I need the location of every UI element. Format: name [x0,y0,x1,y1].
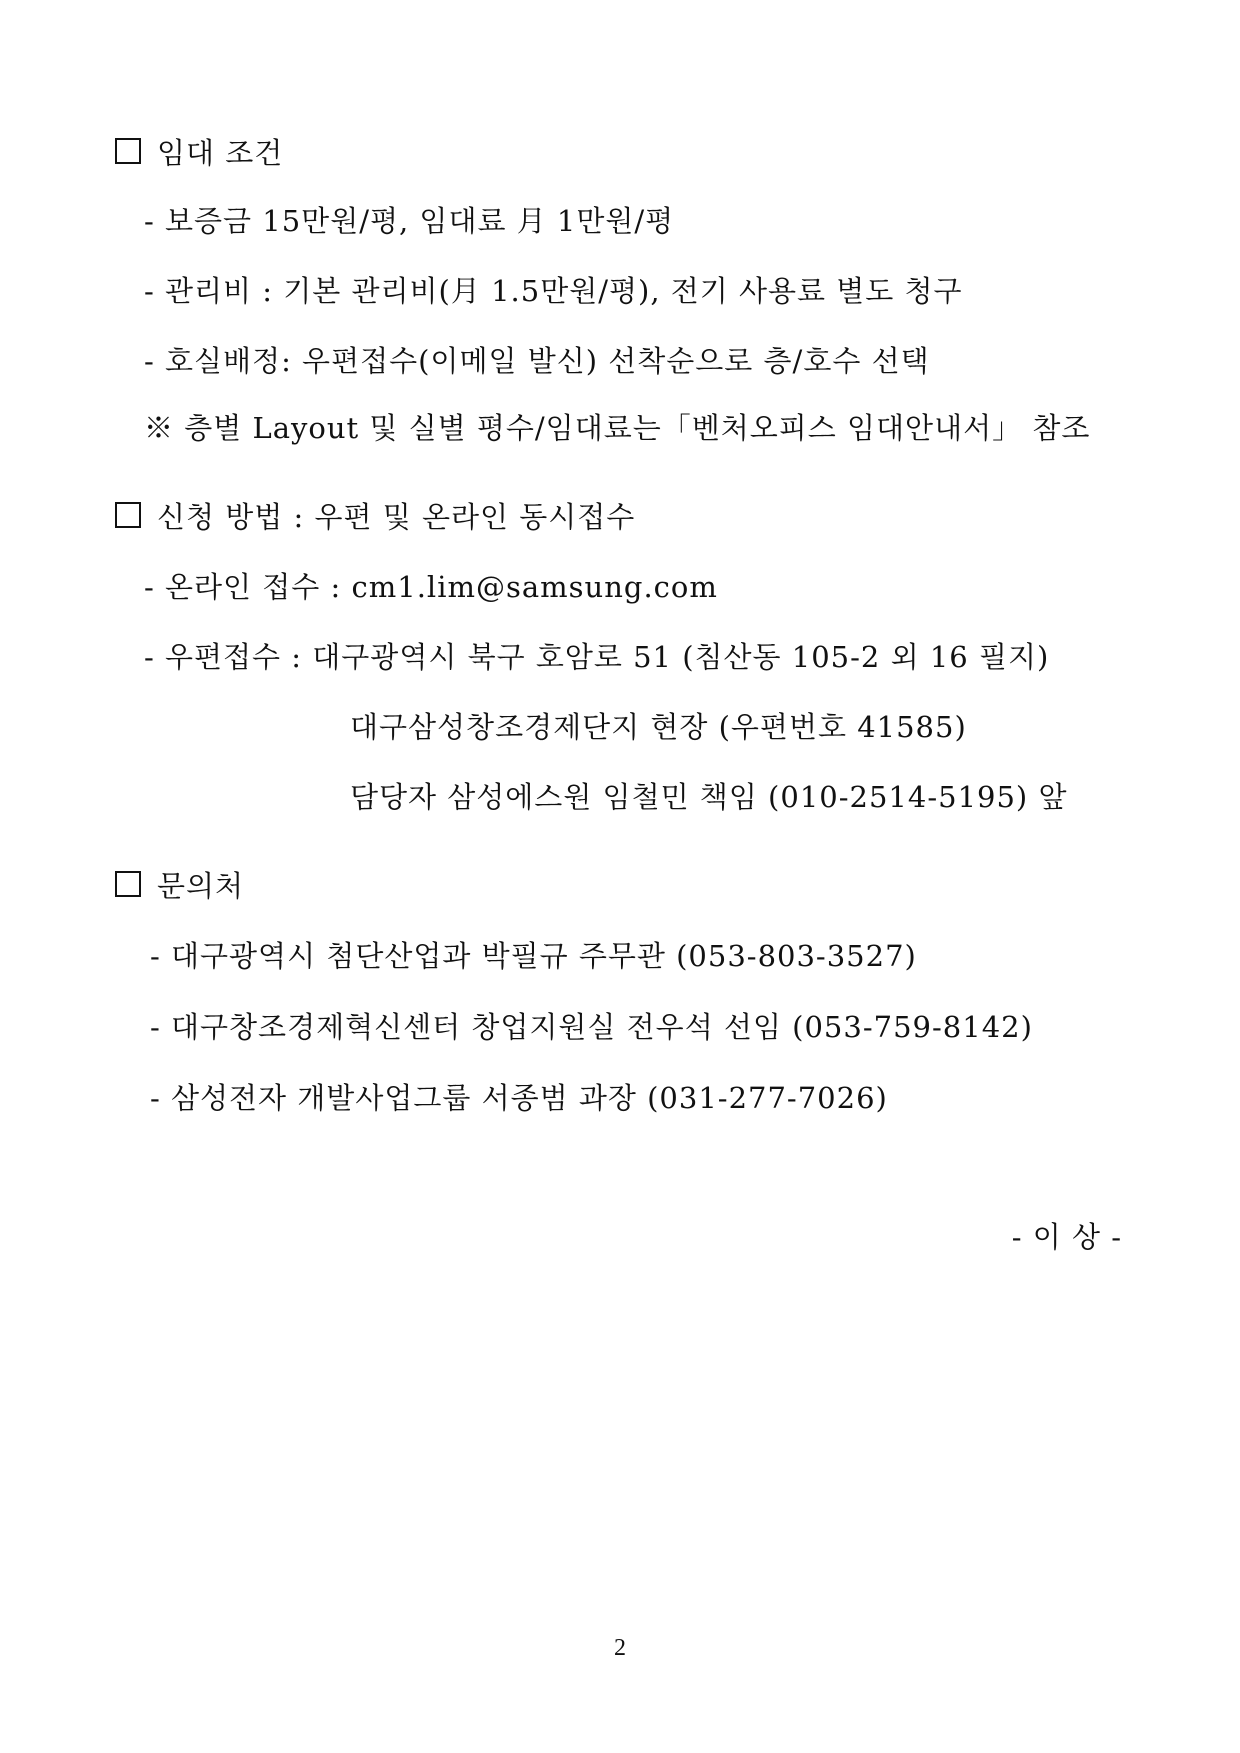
lease-term-deposit: - 보증금 15만원/평, 임대료 月 1만원/평 [144,204,675,238]
lease-term-room-assignment: - 호실배정: 우편접수(이메일 발신) 선착순으로 층/호수 선택 [144,344,930,378]
lease-term-management-fee: - 관리비 : 기본 관리비(月 1.5만원/평), 전기 사용료 별도 청구 [144,274,963,308]
section-heading-lease-terms [115,133,283,173]
checkbox-square-icon [115,138,141,164]
contact-item: - 대구창조경제혁신센터 창업지원실 전우석 선임 (053-759-8142) [150,1010,1033,1044]
section-heading-contacts [115,866,244,906]
checkbox-square-icon [115,502,141,528]
section-heading-application [115,497,635,537]
contact-item: - 대구광역시 첨단산업과 박필규 주무관 (053-803-3527) [150,939,917,973]
application-online: - 온라인 접수 : cm1.lim@samsung.com [144,570,718,604]
closing-mark: - 이 상 - [1011,1220,1122,1254]
section-title: 문의처 [157,869,245,903]
section-title: 신청 방법 : 우편 및 온라인 동시접수 [157,500,636,534]
checkbox-square-icon [115,871,141,897]
application-postal-recipient: 대구삼성창조경제단지 현장 (우편번호 41585) [350,710,967,744]
application-postal-contact: 담당자 삼성에스원 임철민 책임 (010-2514-5195) 앞 [350,780,1068,814]
page-number: 2 [614,1635,626,1661]
section-title: 임대 조건 [157,136,284,170]
contact-item: - 삼성전자 개발사업그룹 서종범 과장 (031-277-7026) [150,1081,888,1115]
application-postal: - 우편접수 : 대구광역시 북구 호암로 51 (침산동 105-2 외 16 필지) [144,640,1050,674]
lease-term-note: ※ 층별 Layout 및 실별 평수/임대료는「벤처오피스 임대안내서」 참조 [144,411,1091,445]
